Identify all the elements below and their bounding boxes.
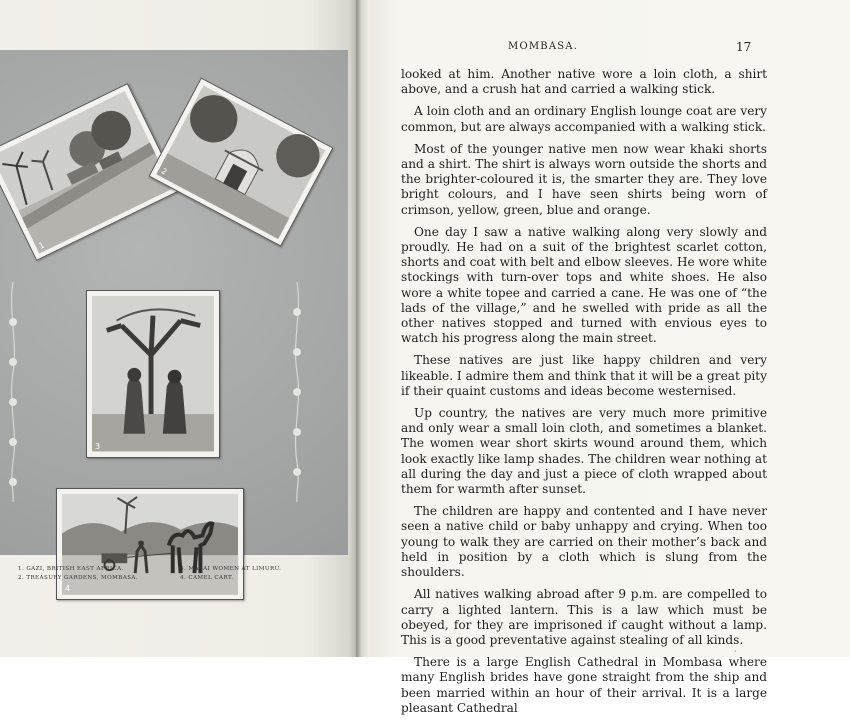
body-text	[401, 67, 767, 723]
paragraph-7: The children are happy and contented and I have never seen a native child or baby unhappy and crying. When too young to walk they are carried on their mother’s back and held in position by a cloth which is slung from the shoulders.	[401, 504, 767, 580]
paragraph-3: Most of the younger native men now wear khaki shorts and a shirt. The shirt is always worn outside the shorts and the brighter-coloured it is, the smarter they are. They love bright colours, and I have seen shirts being worn of crimson, yellow, green, blue and orange.	[401, 141, 767, 217]
photo-treasury-gardens	[148, 77, 333, 246]
photo-number-1: 1	[37, 240, 46, 251]
caption-2: 2. TREASURY GARDENS, MOMBASA.	[18, 575, 139, 581]
caption-4: 4. CAMEL CART.	[180, 575, 234, 581]
left-vine-ornament	[6, 282, 20, 502]
paragraph-6: Up country, the natives are very much more primitive and only wear a small loin cloth, and sometimes a blanket. The women wear short skirts wound around them, which look exactly like lamp shades. The children wear nothing at all during the day and just a piece of cloth wrapped about them for warmth after sunset.	[401, 406, 768, 497]
gazi-street-image	[0, 91, 172, 253]
photo-masai-women	[86, 290, 220, 458]
page-number: 17	[736, 40, 752, 54]
paragraph-8: All natives walking abroad after 9 p.m. are compelled to carry a lighted lantern. This is a law which must be obeyed, for they are imprisoned if caught without a lamp. This is a good preventative against stealing of all kinds.	[401, 587, 767, 647]
photo-number-3: 3	[95, 442, 101, 451]
right-vine-ornament	[290, 282, 304, 502]
book-gutter	[356, 0, 370, 657]
masai-women-image	[92, 296, 214, 451]
photo-number-2: 2	[159, 166, 169, 177]
left-page	[0, 0, 360, 657]
photo-camel-cart	[56, 488, 244, 600]
right-page	[370, 0, 850, 715]
paragraph-5: These natives are just like happy children and very likeable. I admire them and think that it will be a great pity if their quaint customs and ideas become westernised.	[401, 353, 767, 398]
paragraph-9: There is a large English Cathedral in Mombasa where many English brides have gone straight from the ship and been married within an hour of their arrival. It is a large pleasant Cathedral	[401, 655, 767, 715]
paragraph-1: looked at him. Another native wore a loin cloth, a shirt above, and a crush hat and carried a walking stick.	[401, 67, 767, 97]
paragraph-4: One day I saw a native walking along very slowly and proudly. He had on a suit of the brightest scarlet cotton, shorts and coat with belt and elbow sleeves. He wore white stockings with turn-over tops and white shoes. He also wore a white topee and carried a cane. He was one of “the lads of the village,” and he swelled with pride as all the other natives stopped and turned with envious eyes to watch his progress along the main street.	[401, 224, 767, 346]
running-head: MOMBASA.	[508, 41, 579, 52]
photo-number-4: 4	[65, 584, 71, 593]
treasury-gardens-image	[156, 85, 325, 239]
caption-3: 3. MASAI WOMEN AT LIMURU.	[180, 566, 282, 572]
margin-mark: ·	[734, 647, 737, 656]
caption-1: 1. GAZI, BRITISH EAST AFRICA.	[18, 566, 124, 572]
paragraph-2: A loin cloth and an ordinary English lounge coat are very common, but are always accompanied with a walking stick.	[401, 104, 767, 134]
